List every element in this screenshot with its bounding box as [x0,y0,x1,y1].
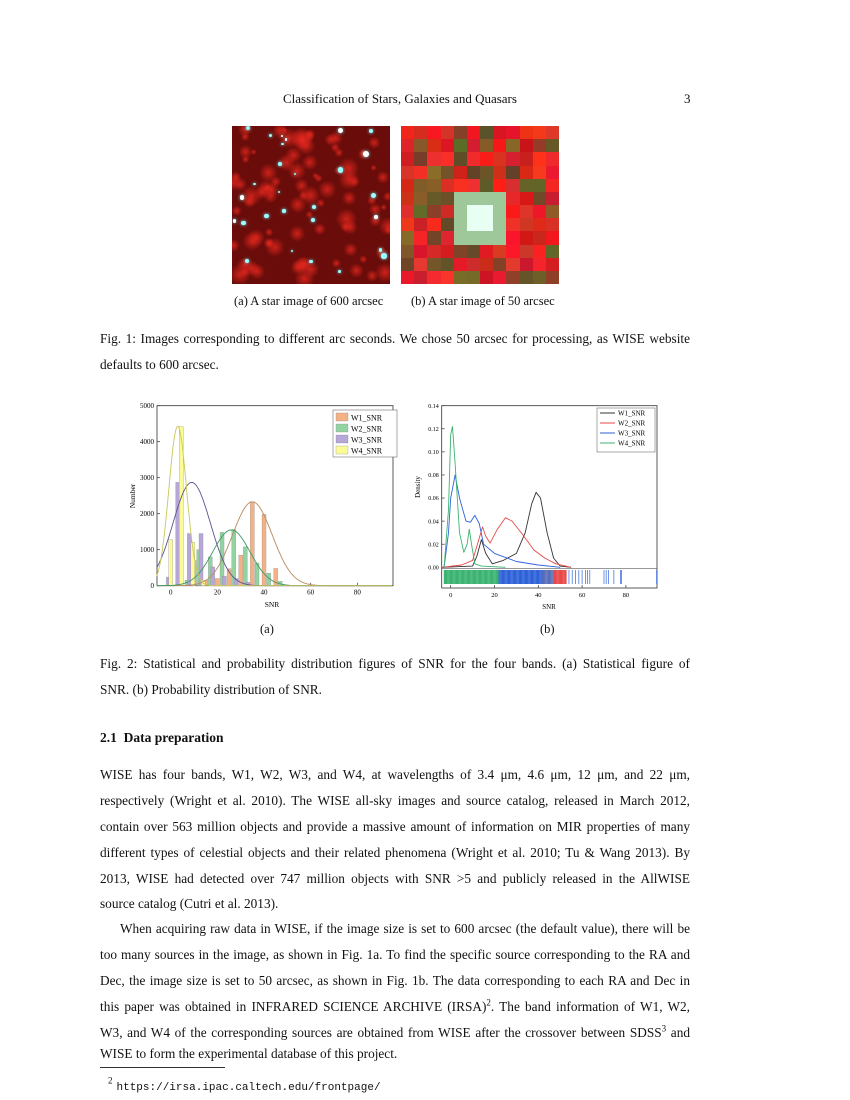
star-dot [278,162,282,166]
pixel [533,258,546,271]
y-tick-label: 0.14 [428,403,439,410]
pixel [401,258,414,271]
pixel [427,139,440,152]
star-image-50-arcsec [401,126,559,284]
star-dot [246,126,250,130]
pixel [533,271,546,284]
pixel [441,139,454,152]
pixel [454,245,467,258]
star-dot [281,143,284,146]
x-tick-label: 60 [307,588,315,597]
pixel [546,245,559,258]
legend-swatch [336,413,348,421]
pixel [467,271,480,284]
pixel [520,271,533,284]
pixel [454,126,467,139]
x-tick-label: 40 [535,592,542,599]
pixel [414,179,427,192]
legend-label: W3_SNR [618,429,646,438]
footnote-ref-2[interactable]: 2 [486,997,491,1008]
section-title: Data preparation [123,730,224,745]
pixel [493,139,506,152]
page-number: 3 [684,91,691,106]
pixel [414,139,427,152]
pixel [401,205,414,218]
paragraph-line: source catalog (Cutri et al. 2013). [100,896,279,911]
paragraph-line: When acquiring raw data in WISE, if the image size is set to 600 arcsec (the default value), there will be [120,921,690,936]
pixel [546,152,559,165]
pixel [414,245,427,258]
paragraph-line: 2013, WISE had detected over 747 million objects with SNR >5 and publicly released in the AllWISE [100,871,690,886]
footnote-url[interactable]: https://irsa.ipac.caltech.edu/frontpage/ [116,1082,381,1094]
figure1-caption-line: defaults to 600 arcsec. [100,357,219,372]
pixel [441,192,454,205]
legend-label: W2_SNR [618,419,646,428]
pixel [441,231,454,244]
pixel [454,271,467,284]
histogram-bar [215,579,219,586]
pixel [441,271,454,284]
pixel [401,218,414,231]
pixel [441,205,454,218]
histogram-bar [250,502,254,586]
text: W3, and W4 of the corresponding sources are obtained from WISE after the crossover between SDSS [100,1025,662,1040]
subcaption-a: (a) A star image of 600 arcsec [234,294,384,308]
pixel [493,126,506,139]
y-axis-label: Density [414,476,422,498]
y-tick-label: 1000 [140,546,154,555]
pixel [546,271,559,284]
pixel [467,166,480,179]
star-dot [285,138,287,140]
pixel [467,258,480,271]
pixel [427,152,440,165]
pixel [506,231,519,244]
pixel [401,231,414,244]
pixel [427,258,440,271]
pixel [401,271,414,284]
pixel [480,205,493,218]
footnote-rule [100,1067,225,1068]
text: and [666,1025,690,1040]
pixel [454,205,467,218]
pixel [506,271,519,284]
y-tick-label: 0.06 [428,496,439,503]
legend-label: W1_SNR [618,409,646,418]
star-dot [241,221,245,225]
pixel [533,126,546,139]
pixel [480,231,493,244]
pixel [467,152,480,165]
star-dot [379,248,382,251]
pixel [520,139,533,152]
pixel [441,218,454,231]
pixel [480,258,493,271]
pixel [506,218,519,231]
x-axis-label: SNR [542,603,556,611]
pixel [480,218,493,231]
x-tick-label: 20 [491,592,498,599]
pixel [414,205,427,218]
star-dot [338,128,343,133]
histogram-bar [239,555,243,586]
pixel [441,152,454,165]
pixel [441,126,454,139]
paragraph-line: WISE has four bands, W1, W2, W3, and W4, at wavelengths of 3.4 μm, 4.6 μm, 12 μm, and 22 μm, [100,767,690,782]
star-dot [338,270,341,273]
pixel [427,205,440,218]
pixel [533,205,546,218]
star-dot [291,250,293,252]
legend-swatch [336,424,348,432]
pixel [454,218,467,231]
pixel [546,258,559,271]
pixel [506,258,519,271]
pixel [493,179,506,192]
histogram-bar [222,576,226,585]
pixel [467,139,480,152]
pixel [427,192,440,205]
pixel [546,179,559,192]
pixel [506,152,519,165]
figure1-caption-line: Fig. 1: Images corresponding to different arc seconds. We chose 50 arcsec for processing, as WISE website [100,331,690,346]
pixel [506,245,519,258]
pixel [480,179,493,192]
x-tick-label: 40 [260,588,268,597]
pixel [414,192,427,205]
pixel [414,231,427,244]
subcaption-b: (b) A star image of 50 arcsec [411,294,555,308]
pixel [533,152,546,165]
text: . The band information of W1, W2, [490,999,691,1014]
paragraph-line: respectively (Wright et al. 2010). The WISE all-sky images and source catalog, released in March 2012, [100,793,690,808]
running-header-title: Classification of Stars, Galaxies and Quasars [283,91,517,106]
section-number: 2.1 [100,730,117,745]
star-dot [294,173,296,175]
pixel [493,258,506,271]
pixel [427,231,440,244]
pixel [520,166,533,179]
pixel [401,166,414,179]
pixel [506,126,519,139]
y-tick-label: 5000 [140,402,154,411]
legend-label: W2_SNR [351,424,383,434]
y-tick-label: 3000 [140,474,154,483]
pixel [520,152,533,165]
legend-swatch [336,435,348,443]
paragraph-line: contain over 563 million objects and provide a massive amount of information on MIR properties of many [100,819,690,834]
pixel [546,192,559,205]
pixel [467,231,480,244]
figure2-label-a: (a) [260,622,274,636]
pixel [546,231,559,244]
x-tick-label: 20 [213,588,221,597]
y-tick-label: 0.08 [428,473,439,480]
pixel [520,179,533,192]
pixel [467,245,480,258]
star-dot [245,259,249,263]
y-tick-label: 0.12 [428,426,439,433]
star-dot [309,260,313,264]
pixel [533,245,546,258]
pixel [467,218,480,231]
pixel [506,192,519,205]
star-image-600-arcsec [232,126,390,284]
y-axis-label: Number [128,483,137,509]
legend-label: W4_SNR [618,439,646,448]
y-tick-label: 0 [150,582,154,591]
legend-label: W3_SNR [351,435,383,445]
y-tick-label: 0.10 [428,450,439,457]
pixel [401,179,414,192]
pixel [441,179,454,192]
pixel [414,152,427,165]
pixel [467,179,480,192]
pixel [546,139,559,152]
pixel [533,192,546,205]
pixel [480,166,493,179]
paragraph-line: Dec, the image size is set to 50 arcsec, as shown in Fig. 1b. The data corresponding to each RA and Dec in [100,973,690,988]
pixel [414,258,427,271]
pixel [427,218,440,231]
pixel [506,166,519,179]
footnote-number: 2 [108,1075,113,1086]
legend-swatch [336,446,348,454]
y-tick-label: 0.04 [428,519,439,526]
pixel [506,205,519,218]
pixel [480,192,493,205]
pixel [414,271,427,284]
y-tick-label: 0.02 [428,542,439,549]
paragraph-line [100,999,690,1015]
pixel [520,126,533,139]
star-dot [374,215,377,218]
pixel [546,218,559,231]
pixel [467,126,480,139]
pixel [533,166,546,179]
pixel [533,179,546,192]
star-dot [278,191,280,193]
pixel [427,166,440,179]
histogram-bar [243,547,247,586]
text: this paper was obtained in INFRARED SCIENCE ARCHIVE (IRSA) [100,999,487,1014]
star-dot [381,253,386,258]
density-curve [444,475,560,567]
star-dot [312,205,316,209]
pixel [480,152,493,165]
pixel [454,258,467,271]
y-tick-label: 2000 [140,510,154,519]
pixel [401,192,414,205]
pixel [546,166,559,179]
pixel [493,231,506,244]
x-tick-label: 80 [622,592,630,599]
pixel [427,179,440,192]
density-curve [444,427,505,568]
pixel [520,245,533,258]
y-tick-label: 0.00 [428,565,439,572]
pixel [454,231,467,244]
pixel [520,192,533,205]
pixel [401,139,414,152]
pixel [427,245,440,258]
pixel [467,205,480,218]
star-dot [369,129,373,133]
star-dot [338,167,343,172]
pixel [414,126,427,139]
pixel [520,258,533,271]
star-dot [240,195,244,199]
pixel [441,258,454,271]
legend-label: W1_SNR [351,413,383,423]
snr-density-chart [410,395,670,635]
x-tick-label: 0 [449,592,453,599]
histogram-bar [169,540,173,586]
x-tick-label: 80 [353,588,361,597]
figure2-caption-line: Fig. 2: Statistical and probability distribution figures of SNR for the four bands. (a) Statistical figure of [100,656,690,671]
paragraph-line: WISE to form the experimental database of this project. [100,1046,398,1061]
pixel [454,139,467,152]
pixel [546,126,559,139]
footnote [108,1077,381,1095]
star-dot [371,193,376,198]
pixel [493,245,506,258]
paragraph-line [100,1025,690,1041]
star-dot [264,214,268,218]
pixel [533,218,546,231]
pixel [454,166,467,179]
y-tick-label: 4000 [140,438,154,447]
pixel [467,192,480,205]
pixel [520,205,533,218]
star-dot [233,219,237,223]
snr-histogram-chart [125,395,405,635]
pixel [454,192,467,205]
pixel [480,126,493,139]
pixel [546,205,559,218]
pixel [493,152,506,165]
pixel [441,245,454,258]
pixel [493,271,506,284]
pixel [520,231,533,244]
star-dot [282,209,285,212]
pixel [454,179,467,192]
star-dot [311,218,315,222]
pixel [493,192,506,205]
star-dot [281,135,283,137]
x-axis-label: SNR [264,600,280,609]
pixel [427,126,440,139]
pixel [480,271,493,284]
pixel [493,166,506,179]
pixel [480,245,493,258]
star-dot [363,151,369,157]
paragraph-line: too many sources in the image, as shown in Fig. 1a. To find the specific source corresponding to the RA and [100,947,690,962]
legend-label: W4_SNR [351,446,383,456]
pixel [533,231,546,244]
pixel [493,218,506,231]
paragraph-line: different types of celestial objects and their related phenomena (Wright et al. 2010; Tu & Wang 2013). By [100,845,690,860]
pixel [506,139,519,152]
pixel [454,152,467,165]
pixel [480,139,493,152]
pixel [493,205,506,218]
figure2-caption-line: SNR. (b) Probability distribution of SNR. [100,682,322,697]
pixel [401,126,414,139]
pixel [414,218,427,231]
star-dot [269,134,272,137]
pixel [520,218,533,231]
pixel [427,271,440,284]
section-heading [100,730,224,746]
x-tick-label: 60 [578,592,586,599]
pixel [533,139,546,152]
star-dot [253,183,255,185]
figure2-label-b: (b) [540,622,555,636]
pixel [401,152,414,165]
pixel [401,245,414,258]
footnote-ref-3[interactable]: 3 [661,1023,667,1034]
pixel [506,179,519,192]
x-tick-label: 0 [168,588,173,597]
pixel [441,166,454,179]
pixel [414,166,427,179]
